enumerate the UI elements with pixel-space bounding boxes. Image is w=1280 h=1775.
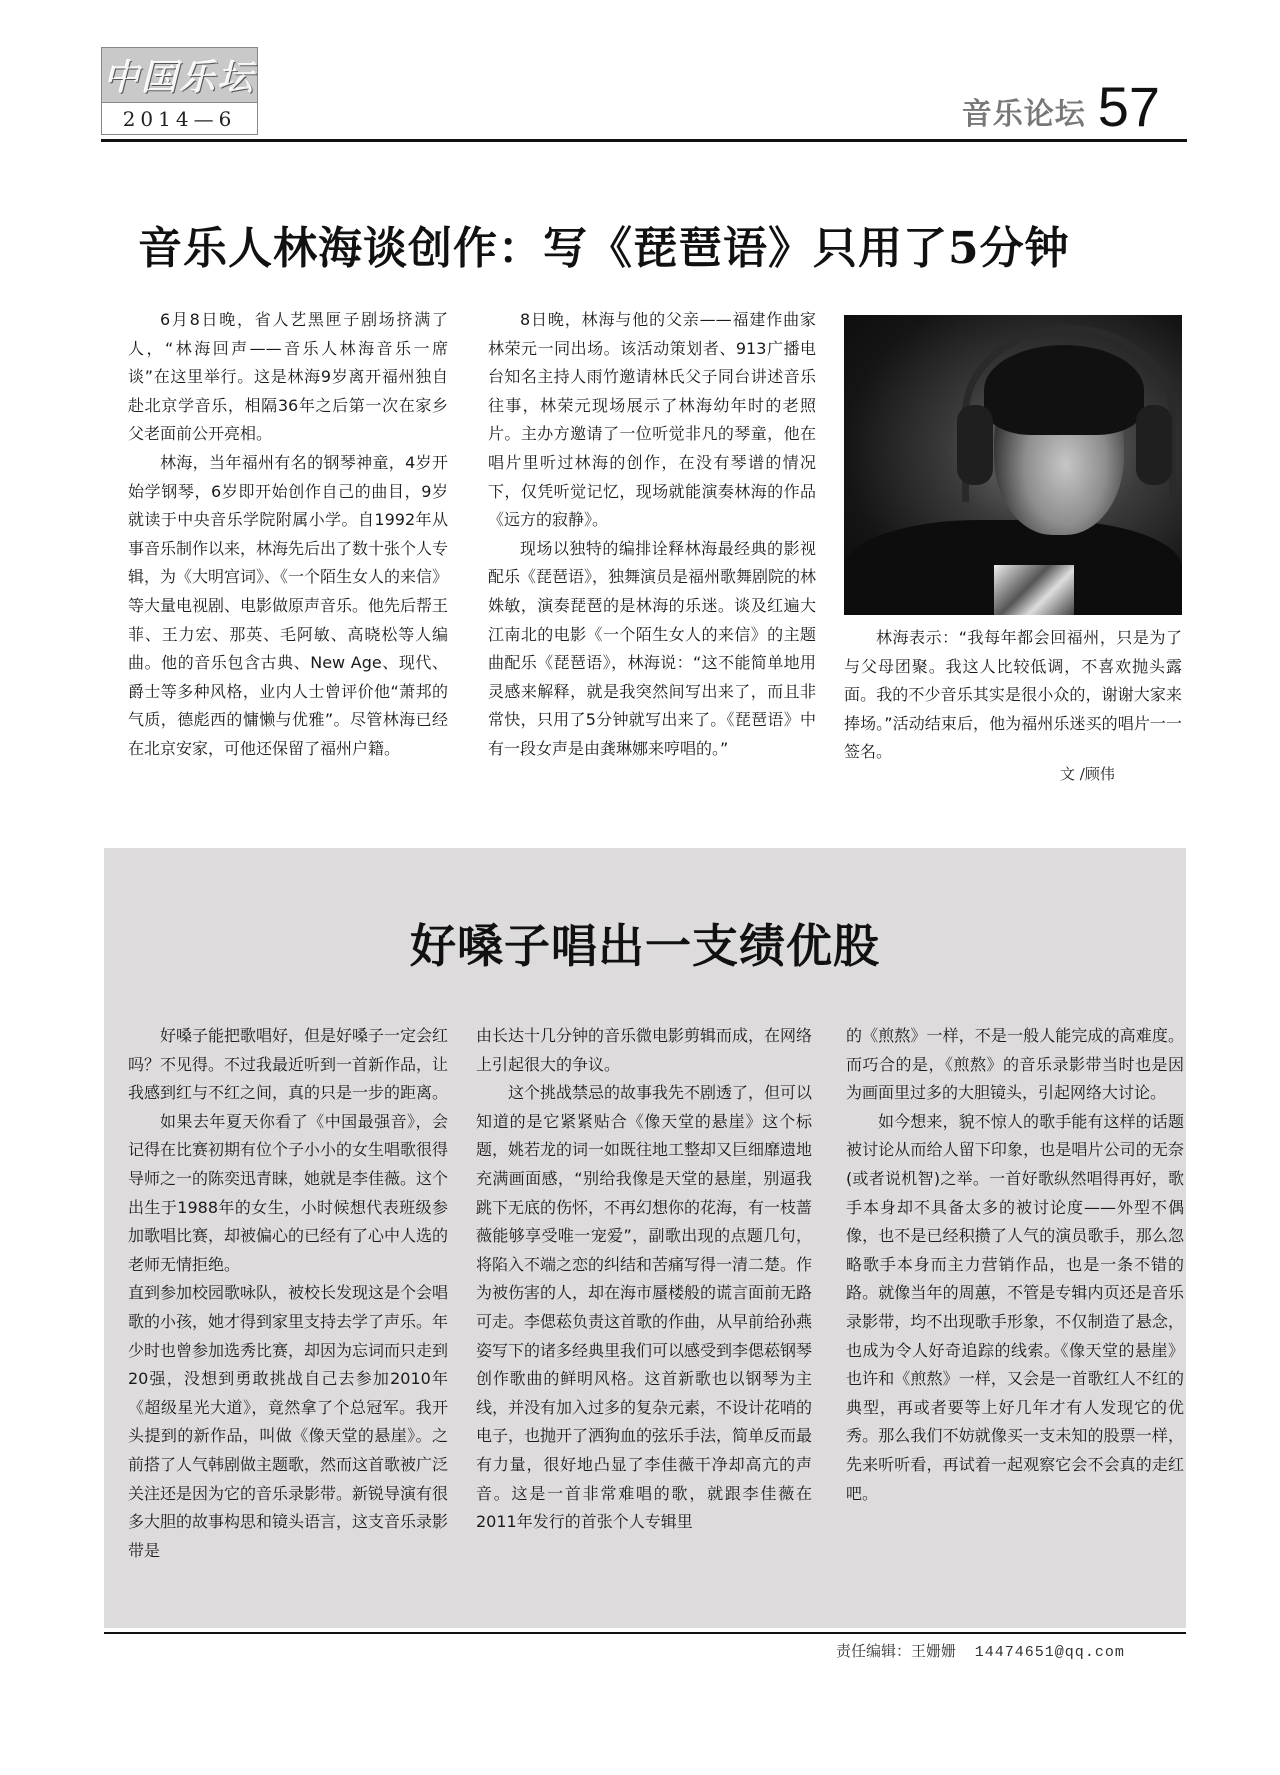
paragraph: 8日晚，林海与他的父亲——福建作曲家林荣元一同出场。该活动策划者、913广播电台知名主持人雨竹邀请林氏父子同台讲述音乐往事，林荣元现场展示了林海幼年时的老照片。主办方邀请了一位听觉非凡的琴童，他在唱片里听过林海的创作，在没有琴谱的情况下，仅凭听觉记忆，现场就能演奏林海的作品《远方的寂静》。 (488, 310, 816, 530)
paragraph: 好嗓子能把歌唱好，但是好嗓子一定会红吗？不见得。不过我最近听到一首新作品，让我感到红与不红之间，真的只是一步的距离。 (128, 1026, 449, 1103)
portrait-photo (844, 315, 1182, 615)
paragraph: 现场以独特的编排诠释林海最经典的影视配乐《琵琶语》，独舞演员是福州歌舞剧院的林姝敏，演奏琵琶的是林海的乐迷。谈及红遍大江南北的电影《一个陌生女人的来信》的主题曲配乐《琵琶语》，林海说：“这不能简单地用灵感来解释，就是我突然间写出来了，而且非常快，只用了5分钟就写出来了。《琵琶语》中有一段女声是由龚琳娜来哼唱的。” (488, 538, 817, 758)
paragraph: 如今想来，貌不惊人的歌手能有这样的话题被讨论从而给人留下印象，也是唱片公司的无奈(或者说机智)之举。一首好歌纵然唱得再好，歌手本身却不具备太多的被讨论度——外型不偶像，也不是已经积攒了人气的演员歌手，那么忽略歌手本身而主力营销作品，也是一条不错的路。就像当年的周蕙，不管是专辑内页还是音乐录影带，均不出现歌手形象，不仅制造了悬念，也成为令人好奇追踪的线索。《像天堂的悬崖》也许和《煎熬》一样，又会是一首歌红人不红的典型，再或者要等上好几年才有人发现它的优秀。那么我们不妨就像买一支未知的股票一样，先来听听看，再试着一起观察它会不会真的走红吧。 (846, 1111, 1184, 1503)
caption-text: 林海表示：“我每年都会回福州，只是为了与父母团聚。我这人比较低调，不喜欢抛头露面。我的不少音乐其实是很小众的，谢谢大家来捧场。”活动结束后，他为福州乐迷买的唱片一一签名。 (844, 628, 1182, 762)
article2-column-3 (846, 1022, 1184, 1508)
photo-shirt-print (994, 565, 1074, 615)
magazine-logo: 中国乐坛 (102, 48, 257, 103)
photo-caption (844, 624, 1182, 767)
article1-headline: 音乐人林海谈创作：写《琵琶语》只用了5分钟 (138, 223, 1070, 274)
paragraph: 6月8日晚，省人艺黑匣子剧场挤满了人，“林海回声——音乐人林海音乐一席谈”在这里举行。这是林海9岁离开福州独自赴北京学音乐，相隔36年之后第一次在家乡父老面前公开亮相。 (128, 310, 448, 444)
paragraph: 直到参加校园歌咏队，被校长发现这是个会唱歌的小孩，她才得到家里支持去学了声乐。年少时也曾参加选秀比赛，却因为忘词而只走到20强，没想到勇敢挑战自己去参加2010年《超级星光大道》，竟然拿了个总冠军。我开头提到的新作品，叫做《像天堂的悬崖》。之前搭了人气韩剧做主题歌，然而这首歌被广泛关注还是因为它的音乐录影带。新锐导演有很多大胆的故事构思和镜头语言，这支音乐录影带是 (128, 1283, 449, 1560)
section-header (961, 75, 1160, 138)
page-number: 57 (1097, 75, 1160, 138)
editor-email-link[interactable]: 14474651@qq.com (974, 1644, 1125, 1661)
article1-column-1 (128, 306, 448, 764)
article2-column-2 (476, 1022, 812, 1537)
section-name: 音乐论坛 (961, 97, 1086, 132)
paragraph: 的《煎熬》一样，不是一般人能完成的高难度。而巧合的是，《煎熬》的音乐录影带当时也是因为画面里过多的大胆镜头，引起网络大讨论。 (846, 1026, 1184, 1103)
editor-credit: 责任编辑：王姗姗 (836, 1642, 957, 1660)
headphone-cup-left (957, 405, 993, 485)
issue-number: 2014—6 (122, 106, 237, 131)
article2-column-1 (128, 1022, 448, 1565)
byline: 文 /顾伟 (1060, 765, 1115, 783)
footer (836, 1640, 1125, 1661)
paragraph: 由长达十几分钟的音乐微电影剪辑而成，在网络上引起很大的争议。 (476, 1026, 813, 1074)
paragraph: 这个挑战禁忌的故事我先不剧透了，但可以知道的是它紧紧贴合《像天堂的悬崖》这个标题，姚若龙的词一如既往地工整却又巨细靡遗地充满画面感，“别给我像是天堂的悬崖，别逼我跳下无底的伤怀，不再幻想你的花海，有一枝蔷薇能够享受唯一宠爱”，副歌出现的点题几句，将陷入不端之恋的纠结和苦痛写得一清二楚。作为被伤害的人，却在海市蜃楼般的谎言面前无路可走。李偲菘负责这首歌的作曲，从早前给孙燕姿写下的诸多经典里我们可以感受到李偲菘钢琴创作歌曲的鲜明风格。这首新歌也以钢琴为主线，并没有加入过多的复杂元素，不设计花哨的电子，也抛开了洒狗血的弦乐手法，简单反而最有力量，很好地凸显了李佳薇干净却高亢的声音。这是一首非常难唱的歌，就跟李佳薇在2011年发行的首张个人专辑里 (476, 1083, 813, 1532)
article2-headline: 好嗓子唱出一支绩优股 (410, 919, 880, 973)
paragraph: 如果去年夏天你看了《中国最强音》，会记得在比赛初期有位个子小小的女生唱歌很得导师之一的陈奕迅青睐，她就是李佳薇。这个出生于1988年的女生，小时候想代表班级参加歌唱比赛，却被偏心的已经有了心中人选的老师无情拒绝。 (128, 1111, 449, 1274)
article1-column-2 (488, 306, 816, 764)
paragraph: 林海，当年福州有名的钢琴神童，4岁开始学钢琴，6岁即开始创作自己的曲目，9岁就读于中央音乐学院附属小学。自1992年从事音乐制作以来，林海先后出了数十张个人专辑，为《大明宫词》、《一个陌生女人的来信》等大量电视剧、电影做原声音乐。他先后帮王菲、王力宏、那英、毛阿敏、高晓松等人编曲。他的音乐包含古典、New Age、现代、爵士等多种风格，业内人士曾评价他“萧邦的气质，德彪西的慵懒与优雅”。尽管林海已经在北京安家，可他还保留了福州户籍。 (128, 452, 449, 758)
headphone-cup-right (1136, 405, 1172, 485)
masthead (101, 47, 258, 135)
footer-divider (104, 1632, 1186, 1634)
header-divider (101, 139, 1187, 142)
